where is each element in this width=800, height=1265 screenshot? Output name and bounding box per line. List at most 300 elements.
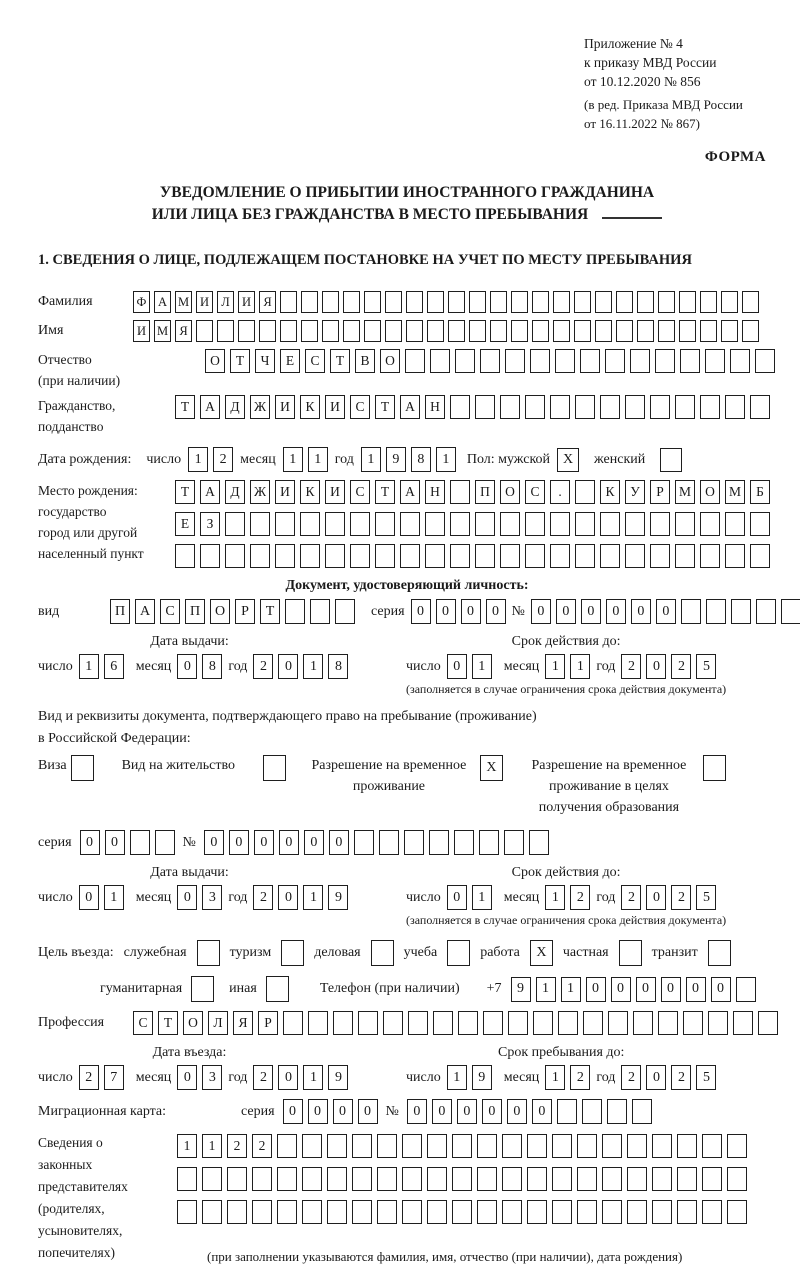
char-cell[interactable] xyxy=(705,349,725,373)
char-cell[interactable]: Б xyxy=(750,480,770,504)
char-cell[interactable]: 0 xyxy=(279,830,299,855)
char-cell[interactable]: Н xyxy=(425,395,445,419)
char-cell[interactable]: 0 xyxy=(656,599,676,624)
char-cell[interactable] xyxy=(750,544,770,568)
checkbox-purpose-tourism[interactable] xyxy=(281,940,304,966)
char-cell[interactable] xyxy=(755,349,775,373)
char-cell[interactable]: М xyxy=(175,291,192,313)
char-cell[interactable] xyxy=(383,1011,403,1035)
char-cell[interactable] xyxy=(633,1011,653,1035)
char-cell[interactable] xyxy=(681,599,701,624)
char-cell[interactable] xyxy=(448,320,465,342)
char-cell[interactable] xyxy=(553,320,570,342)
char-cell[interactable]: О xyxy=(205,349,225,373)
char-cell[interactable] xyxy=(155,830,175,855)
char-cell[interactable]: А xyxy=(135,599,155,624)
char-cell[interactable] xyxy=(469,291,486,313)
char-cell[interactable]: И xyxy=(275,395,295,419)
char-cell[interactable] xyxy=(300,544,320,568)
char-cell[interactable] xyxy=(427,291,444,313)
char-cell[interactable]: . xyxy=(550,480,570,504)
char-cell[interactable]: 0 xyxy=(358,1099,378,1124)
char-cell[interactable] xyxy=(700,291,717,313)
char-cell[interactable] xyxy=(427,320,444,342)
char-cell[interactable] xyxy=(377,1134,397,1158)
char-cell[interactable] xyxy=(721,320,738,342)
char-cell[interactable]: Т xyxy=(175,480,195,504)
char-cell[interactable]: 0 xyxy=(646,885,666,910)
char-cell[interactable] xyxy=(350,512,370,536)
char-cell[interactable] xyxy=(706,599,726,624)
char-cell[interactable]: 2 xyxy=(570,1065,590,1090)
char-cell[interactable]: И xyxy=(325,480,345,504)
char-cell[interactable] xyxy=(327,1134,347,1158)
char-cell[interactable] xyxy=(550,512,570,536)
char-cell[interactable] xyxy=(277,1200,297,1224)
char-cell[interactable]: Т xyxy=(375,395,395,419)
char-cell[interactable] xyxy=(582,1099,602,1124)
char-cell[interactable] xyxy=(202,1167,222,1191)
char-cell[interactable] xyxy=(595,320,612,342)
char-cell[interactable]: 1 xyxy=(545,654,565,679)
char-cell[interactable] xyxy=(700,320,717,342)
char-cell[interactable] xyxy=(225,512,245,536)
char-cell[interactable] xyxy=(302,1200,322,1224)
char-cell[interactable]: 2 xyxy=(671,1065,691,1090)
char-cell[interactable]: Д xyxy=(225,395,245,419)
char-cell[interactable] xyxy=(677,1134,697,1158)
char-cell[interactable] xyxy=(425,512,445,536)
char-cell[interactable]: 3 xyxy=(202,885,222,910)
char-cell[interactable] xyxy=(557,1099,577,1124)
char-cell[interactable] xyxy=(605,349,625,373)
char-cell[interactable] xyxy=(175,544,195,568)
char-cell[interactable]: 1 xyxy=(436,447,456,472)
char-cell[interactable]: 0 xyxy=(646,654,666,679)
checkbox-purpose-other[interactable] xyxy=(266,976,289,1002)
char-cell[interactable]: С xyxy=(160,599,180,624)
char-cell[interactable] xyxy=(683,1011,703,1035)
char-cell[interactable] xyxy=(652,1134,672,1158)
char-cell[interactable]: 0 xyxy=(177,1065,197,1090)
char-cell[interactable] xyxy=(577,1134,597,1158)
char-cell[interactable] xyxy=(475,512,495,536)
char-cell[interactable] xyxy=(250,544,270,568)
char-cell[interactable]: Ч xyxy=(255,349,275,373)
char-cell[interactable]: 0 xyxy=(631,599,651,624)
char-cell[interactable]: Р xyxy=(235,599,255,624)
char-cell[interactable] xyxy=(202,1200,222,1224)
char-cell[interactable] xyxy=(448,291,465,313)
char-cell[interactable] xyxy=(505,349,525,373)
char-cell[interactable]: Ф xyxy=(133,291,150,313)
char-cell[interactable]: 0 xyxy=(177,885,197,910)
char-cell[interactable] xyxy=(308,1011,328,1035)
char-cell[interactable] xyxy=(429,830,449,855)
char-cell[interactable] xyxy=(408,1011,428,1035)
checkbox-temp-residence[interactable]: X xyxy=(480,755,503,781)
char-cell[interactable]: 8 xyxy=(328,654,348,679)
char-cell[interactable]: С xyxy=(350,480,370,504)
char-cell[interactable]: И xyxy=(275,480,295,504)
char-cell[interactable]: 8 xyxy=(202,654,222,679)
char-cell[interactable] xyxy=(602,1200,622,1224)
char-cell[interactable] xyxy=(455,349,475,373)
char-cell[interactable] xyxy=(727,1167,747,1191)
char-cell[interactable] xyxy=(327,1200,347,1224)
char-cell[interactable] xyxy=(450,544,470,568)
char-cell[interactable]: Я xyxy=(259,291,276,313)
char-cell[interactable] xyxy=(452,1200,472,1224)
char-cell[interactable] xyxy=(300,512,320,536)
char-cell[interactable] xyxy=(177,1167,197,1191)
char-cell[interactable]: 1 xyxy=(303,885,323,910)
char-cell[interactable] xyxy=(217,320,234,342)
char-cell[interactable]: 1 xyxy=(79,654,99,679)
char-cell[interactable]: 0 xyxy=(333,1099,353,1124)
char-cell[interactable]: 2 xyxy=(570,885,590,910)
char-cell[interactable] xyxy=(479,830,499,855)
char-cell[interactable] xyxy=(525,512,545,536)
char-cell[interactable]: П xyxy=(110,599,130,624)
char-cell[interactable] xyxy=(322,291,339,313)
char-cell[interactable] xyxy=(500,395,520,419)
char-cell[interactable] xyxy=(583,1011,603,1035)
char-cell[interactable]: 0 xyxy=(278,654,298,679)
char-cell[interactable] xyxy=(574,320,591,342)
checkbox-temp-residence-edu[interactable] xyxy=(703,755,726,781)
char-cell[interactable] xyxy=(727,1200,747,1224)
char-cell[interactable] xyxy=(250,512,270,536)
char-cell[interactable]: О xyxy=(700,480,720,504)
char-cell[interactable]: 6 xyxy=(104,654,124,679)
char-cell[interactable] xyxy=(277,1134,297,1158)
char-cell[interactable]: 0 xyxy=(432,1099,452,1124)
char-cell[interactable] xyxy=(458,1011,478,1035)
char-cell[interactable] xyxy=(577,1200,597,1224)
char-cell[interactable]: 0 xyxy=(308,1099,328,1124)
checkbox-sex-male[interactable]: X xyxy=(557,448,579,472)
char-cell[interactable]: 2 xyxy=(213,447,233,472)
char-cell[interactable]: А xyxy=(200,480,220,504)
char-cell[interactable] xyxy=(650,395,670,419)
char-cell[interactable] xyxy=(275,512,295,536)
char-cell[interactable] xyxy=(285,599,305,624)
char-cell[interactable] xyxy=(652,1167,672,1191)
char-cell[interactable] xyxy=(238,320,255,342)
char-cell[interactable]: Т xyxy=(230,349,250,373)
char-cell[interactable]: 0 xyxy=(79,885,99,910)
char-cell[interactable] xyxy=(607,1099,627,1124)
char-cell[interactable]: Я xyxy=(233,1011,253,1035)
char-cell[interactable] xyxy=(736,977,756,1002)
char-cell[interactable]: П xyxy=(185,599,205,624)
char-cell[interactable] xyxy=(227,1167,247,1191)
char-cell[interactable] xyxy=(343,320,360,342)
char-cell[interactable] xyxy=(725,544,745,568)
char-cell[interactable] xyxy=(637,320,654,342)
char-cell[interactable]: 9 xyxy=(328,1065,348,1090)
char-cell[interactable]: Т xyxy=(158,1011,178,1035)
char-cell[interactable] xyxy=(400,544,420,568)
char-cell[interactable] xyxy=(625,544,645,568)
char-cell[interactable] xyxy=(616,291,633,313)
char-cell[interactable] xyxy=(756,599,776,624)
char-cell[interactable]: О xyxy=(210,599,230,624)
char-cell[interactable]: 0 xyxy=(283,1099,303,1124)
char-cell[interactable]: 2 xyxy=(621,1065,641,1090)
char-cell[interactable] xyxy=(364,291,381,313)
char-cell[interactable]: Т xyxy=(330,349,350,373)
char-cell[interactable]: К xyxy=(600,480,620,504)
char-cell[interactable]: 0 xyxy=(606,599,626,624)
char-cell[interactable]: Я xyxy=(175,320,192,342)
char-cell[interactable]: И xyxy=(238,291,255,313)
char-cell[interactable]: О xyxy=(183,1011,203,1035)
char-cell[interactable]: Ж xyxy=(250,395,270,419)
char-cell[interactable] xyxy=(675,544,695,568)
char-cell[interactable]: 0 xyxy=(636,977,656,1002)
char-cell[interactable] xyxy=(430,349,450,373)
checkbox-purpose-work[interactable]: X xyxy=(530,940,553,966)
char-cell[interactable] xyxy=(658,291,675,313)
char-cell[interactable] xyxy=(427,1134,447,1158)
char-cell[interactable] xyxy=(259,320,276,342)
char-cell[interactable] xyxy=(632,1099,652,1124)
char-cell[interactable] xyxy=(602,1134,622,1158)
char-cell[interactable] xyxy=(302,1134,322,1158)
char-cell[interactable] xyxy=(377,1200,397,1224)
char-cell[interactable] xyxy=(301,320,318,342)
char-cell[interactable] xyxy=(252,1200,272,1224)
char-cell[interactable] xyxy=(280,291,297,313)
char-cell[interactable]: 0 xyxy=(532,1099,552,1124)
char-cell[interactable]: 1 xyxy=(545,885,565,910)
char-cell[interactable] xyxy=(555,349,575,373)
char-cell[interactable]: 0 xyxy=(278,885,298,910)
char-cell[interactable]: С xyxy=(525,480,545,504)
char-cell[interactable] xyxy=(400,512,420,536)
char-cell[interactable] xyxy=(450,480,470,504)
char-cell[interactable]: 2 xyxy=(252,1134,272,1158)
char-cell[interactable] xyxy=(742,291,759,313)
char-cell[interactable] xyxy=(527,1200,547,1224)
char-cell[interactable]: М xyxy=(154,320,171,342)
char-cell[interactable] xyxy=(483,1011,503,1035)
char-cell[interactable] xyxy=(680,349,700,373)
char-cell[interactable]: А xyxy=(400,480,420,504)
char-cell[interactable]: Ж xyxy=(250,480,270,504)
char-cell[interactable] xyxy=(552,1134,572,1158)
char-cell[interactable] xyxy=(301,291,318,313)
char-cell[interactable] xyxy=(532,320,549,342)
char-cell[interactable] xyxy=(177,1200,197,1224)
char-cell[interactable]: Е xyxy=(280,349,300,373)
char-cell[interactable] xyxy=(508,1011,528,1035)
char-cell[interactable] xyxy=(405,349,425,373)
char-cell[interactable]: 0 xyxy=(80,830,100,855)
char-cell[interactable]: 0 xyxy=(105,830,125,855)
char-cell[interactable]: 0 xyxy=(329,830,349,855)
char-cell[interactable] xyxy=(650,512,670,536)
char-cell[interactable]: 0 xyxy=(229,830,249,855)
char-cell[interactable]: 0 xyxy=(411,599,431,624)
char-cell[interactable]: 0 xyxy=(447,654,467,679)
char-cell[interactable] xyxy=(552,1200,572,1224)
char-cell[interactable] xyxy=(625,512,645,536)
char-cell[interactable] xyxy=(433,1011,453,1035)
char-cell[interactable]: А xyxy=(154,291,171,313)
char-cell[interactable] xyxy=(406,320,423,342)
char-cell[interactable]: 1 xyxy=(188,447,208,472)
char-cell[interactable]: 3 xyxy=(202,1065,222,1090)
char-cell[interactable]: И xyxy=(196,291,213,313)
checkbox-purpose-private[interactable] xyxy=(619,940,642,966)
char-cell[interactable]: 5 xyxy=(696,654,716,679)
char-cell[interactable] xyxy=(502,1200,522,1224)
char-cell[interactable] xyxy=(225,544,245,568)
char-cell[interactable] xyxy=(352,1134,372,1158)
char-cell[interactable]: 9 xyxy=(472,1065,492,1090)
char-cell[interactable] xyxy=(616,320,633,342)
char-cell[interactable] xyxy=(227,1200,247,1224)
char-cell[interactable] xyxy=(655,349,675,373)
char-cell[interactable]: 9 xyxy=(328,885,348,910)
char-cell[interactable] xyxy=(402,1200,422,1224)
char-cell[interactable]: И xyxy=(133,320,150,342)
char-cell[interactable] xyxy=(553,291,570,313)
char-cell[interactable] xyxy=(529,830,549,855)
char-cell[interactable] xyxy=(275,544,295,568)
char-cell[interactable] xyxy=(574,291,591,313)
char-cell[interactable]: 2 xyxy=(79,1065,99,1090)
char-cell[interactable] xyxy=(358,1011,378,1035)
char-cell[interactable]: Л xyxy=(217,291,234,313)
char-cell[interactable]: 1 xyxy=(536,977,556,1002)
char-cell[interactable] xyxy=(427,1167,447,1191)
char-cell[interactable]: С xyxy=(305,349,325,373)
char-cell[interactable]: 0 xyxy=(531,599,551,624)
char-cell[interactable]: 0 xyxy=(556,599,576,624)
char-cell[interactable]: 0 xyxy=(646,1065,666,1090)
char-cell[interactable] xyxy=(758,1011,778,1035)
checkbox-purpose-humanitarian[interactable] xyxy=(191,976,214,1002)
char-cell[interactable]: Р xyxy=(650,480,670,504)
char-cell[interactable]: А xyxy=(200,395,220,419)
char-cell[interactable] xyxy=(575,544,595,568)
char-cell[interactable] xyxy=(750,512,770,536)
char-cell[interactable] xyxy=(504,830,524,855)
char-cell[interactable] xyxy=(325,512,345,536)
char-cell[interactable] xyxy=(379,830,399,855)
char-cell[interactable] xyxy=(733,1011,753,1035)
char-cell[interactable] xyxy=(477,1200,497,1224)
char-cell[interactable]: 0 xyxy=(457,1099,477,1124)
char-cell[interactable] xyxy=(404,830,424,855)
char-cell[interactable] xyxy=(335,599,355,624)
char-cell[interactable] xyxy=(550,544,570,568)
char-cell[interactable] xyxy=(702,1200,722,1224)
char-cell[interactable] xyxy=(469,320,486,342)
char-cell[interactable] xyxy=(350,544,370,568)
checkbox-purpose-business[interactable] xyxy=(371,940,394,966)
char-cell[interactable] xyxy=(402,1134,422,1158)
char-cell[interactable] xyxy=(490,320,507,342)
char-cell[interactable] xyxy=(477,1167,497,1191)
char-cell[interactable] xyxy=(727,1134,747,1158)
char-cell[interactable]: Т xyxy=(375,480,395,504)
char-cell[interactable] xyxy=(658,320,675,342)
char-cell[interactable]: 9 xyxy=(511,977,531,1002)
char-cell[interactable]: 0 xyxy=(486,599,506,624)
char-cell[interactable] xyxy=(511,320,528,342)
char-cell[interactable] xyxy=(352,1200,372,1224)
char-cell[interactable] xyxy=(475,544,495,568)
char-cell[interactable]: 0 xyxy=(177,654,197,679)
char-cell[interactable]: М xyxy=(725,480,745,504)
char-cell[interactable] xyxy=(354,830,374,855)
char-cell[interactable] xyxy=(252,1167,272,1191)
char-cell[interactable]: 1 xyxy=(303,654,323,679)
char-cell[interactable] xyxy=(658,1011,678,1035)
char-cell[interactable]: И xyxy=(325,395,345,419)
char-cell[interactable] xyxy=(450,395,470,419)
char-cell[interactable] xyxy=(533,1011,553,1035)
char-cell[interactable] xyxy=(675,512,695,536)
char-cell[interactable]: С xyxy=(350,395,370,419)
char-cell[interactable]: Е xyxy=(175,512,195,536)
char-cell[interactable]: 0 xyxy=(254,830,274,855)
char-cell[interactable] xyxy=(343,291,360,313)
char-cell[interactable]: К xyxy=(300,480,320,504)
char-cell[interactable] xyxy=(385,320,402,342)
char-cell[interactable]: 0 xyxy=(482,1099,502,1124)
char-cell[interactable] xyxy=(325,544,345,568)
char-cell[interactable] xyxy=(679,320,696,342)
char-cell[interactable]: Т xyxy=(175,395,195,419)
char-cell[interactable] xyxy=(452,1134,472,1158)
char-cell[interactable] xyxy=(475,395,495,419)
char-cell[interactable]: 1 xyxy=(561,977,581,1002)
char-cell[interactable]: 0 xyxy=(661,977,681,1002)
char-cell[interactable]: Д xyxy=(225,480,245,504)
char-cell[interactable]: 1 xyxy=(472,654,492,679)
char-cell[interactable] xyxy=(406,291,423,313)
char-cell[interactable] xyxy=(627,1134,647,1158)
char-cell[interactable] xyxy=(608,1011,628,1035)
char-cell[interactable] xyxy=(511,291,528,313)
char-cell[interactable] xyxy=(280,320,297,342)
char-cell[interactable] xyxy=(595,291,612,313)
char-cell[interactable]: О xyxy=(500,480,520,504)
char-cell[interactable] xyxy=(552,1167,572,1191)
char-cell[interactable] xyxy=(425,544,445,568)
char-cell[interactable] xyxy=(452,1167,472,1191)
char-cell[interactable]: В xyxy=(355,349,375,373)
char-cell[interactable] xyxy=(500,512,520,536)
char-cell[interactable]: 0 xyxy=(447,885,467,910)
char-cell[interactable]: 1 xyxy=(545,1065,565,1090)
char-cell[interactable] xyxy=(700,544,720,568)
char-cell[interactable]: 0 xyxy=(507,1099,527,1124)
char-cell[interactable] xyxy=(450,512,470,536)
char-cell[interactable] xyxy=(196,320,213,342)
char-cell[interactable] xyxy=(490,291,507,313)
char-cell[interactable]: 2 xyxy=(671,885,691,910)
char-cell[interactable]: 2 xyxy=(671,654,691,679)
char-cell[interactable]: К xyxy=(300,395,320,419)
char-cell[interactable]: 1 xyxy=(570,654,590,679)
